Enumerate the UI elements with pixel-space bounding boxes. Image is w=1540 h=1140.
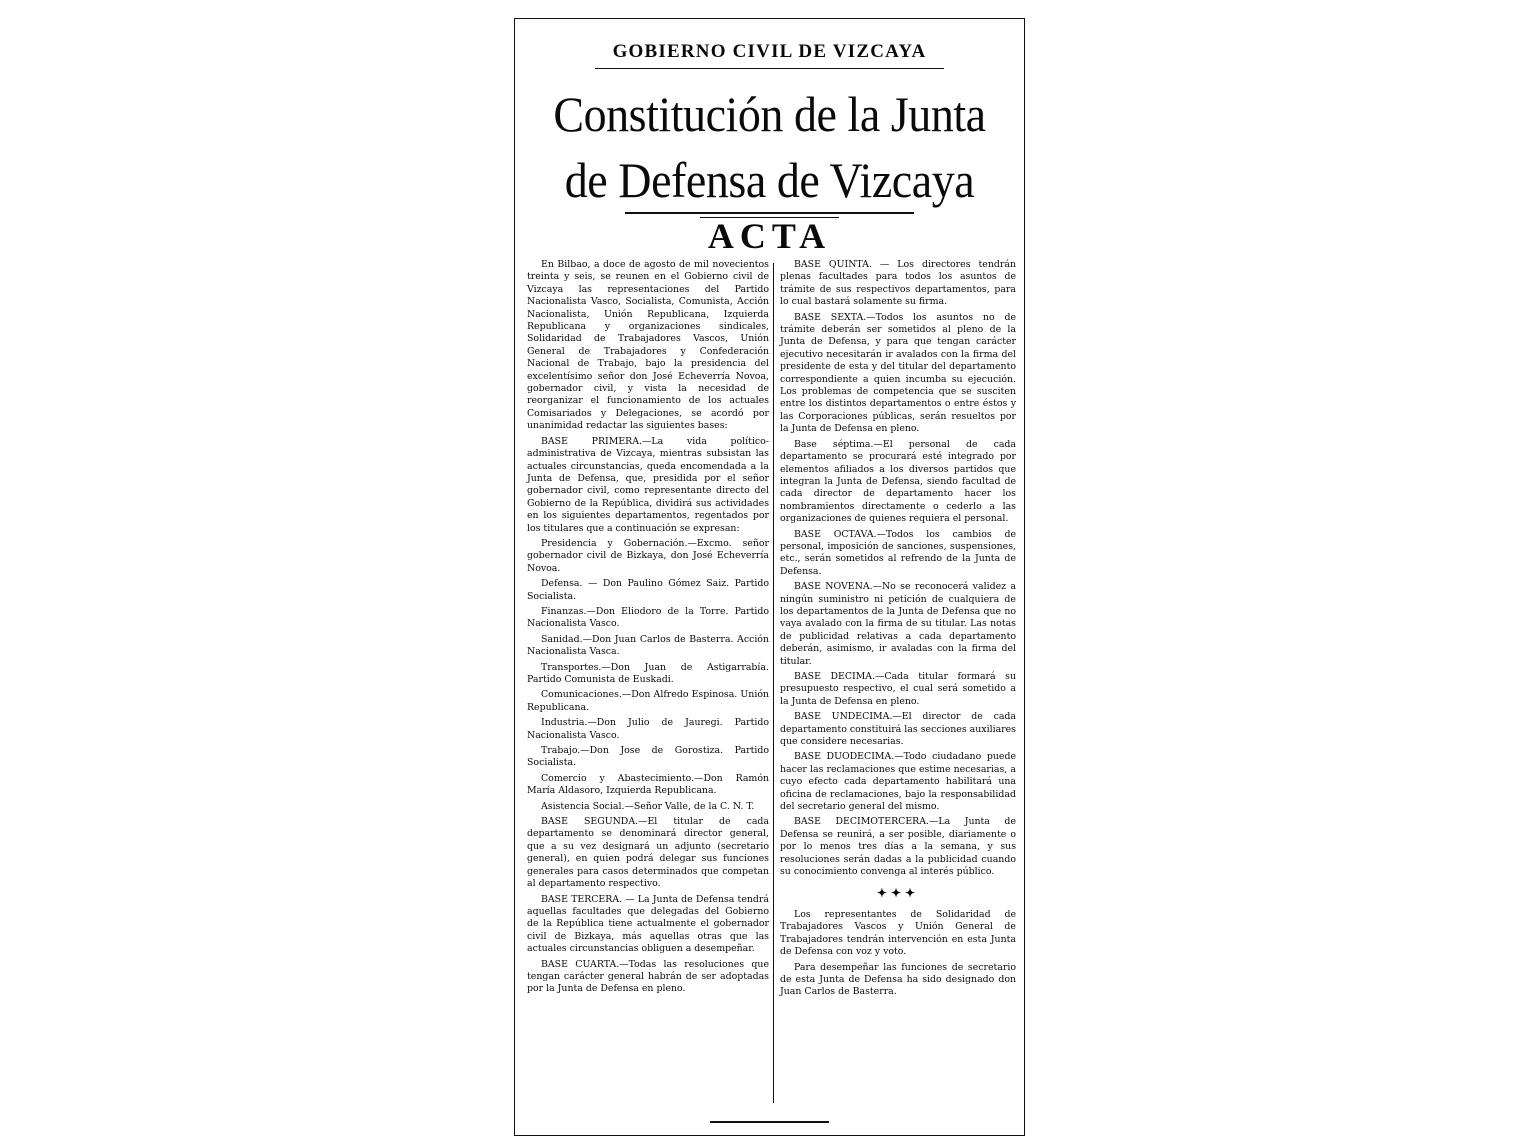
paragraph: En Bilbao, a doce de agosto de mil novecientos treinta y seis, se reunen en el Gobierno civil de Vizcaya las representaciones del Partido Nacionalista Vasco, Socialista, Comunista, Acción Nacionalista, Unión Republicana, Izquierda Republicana y organizaciones sindicales, Solidaridad de Trabajadores Vascos, Unión General de Trabajadores y Confederación Nacional de Trabajo, bajo la presidencia del excelentísimo señor don José Echeverría Novoa, gobernador civil, y vista la necesidad de reorganizar el funcionamiento de los actuales Comisariados y Delegaciones, se acordó por unanimidad redactar las siguientes bases: <box>527 259 769 432</box>
paragraph: Comercio y Abastecimiento.—Don Ramón María Aldasoro, Izquierda Republicana. <box>527 772 769 797</box>
paragraph: Sanidad.—Don Juan Carlos de Basterra. Acción Nacionalista Vasca. <box>527 633 769 658</box>
paragraph: Los representantes de Solidaridad de Trabajadores Vascos y Unión General de Trabajadores tendrán intervención en esta Junta de Defensa con voz y voto. <box>780 908 1016 958</box>
paragraph: BASE TERCERA. — La Junta de Defensa tendrá aquellas facultades que delegadas del Gobierno de la República tiene actualmente el gobernador civil de Bizkaya, más aquellas otras que las actuales circunstancias obliguen a desempeñar. <box>527 893 769 955</box>
paragraph: BASE SEGUNDA.—El titular de cada departamento se denominará director general, que a su vez designará un adjunto (secretario general), en quien podrá delegar sus funciones generales para casos determinados que competan al departamento respectivo. <box>527 816 769 890</box>
paragraph: BASE OCTAVA.—Todos los cambios de personal, imposición de sanciones, suspensiones, etc., serán sometidos al refrendo de la Junta de Defensa. <box>780 528 1016 577</box>
paragraph: BASE SEXTA.—Todos los asuntos no de trámite deberán ser sometidos al pleno de la Junta de Defensa, y para que tengan carácter ejecutivo necesitarán ir avalados con la firma del presidente de esta y del titular del departamento correspondiente a quien incumba su ejecución. Los problemas de competencia que se susciten entre los distintos departamentos o entre éstos y las Corporaciones públicas, serán resueltos por la Junta de Defensa en pleno. <box>780 311 1016 435</box>
paragraph: BASE CUARTA.—Todas las resoluciones que tengan carácter general habrán de ser adoptadas por la Junta de Defensa en pleno. <box>527 958 769 995</box>
section-title: ACTA <box>707 216 832 256</box>
right-column <box>780 259 1016 1002</box>
paragraph: BASE DUODECIMA.—Todo ciudadano puede hacer las reclamaciones que estime necesarias, a cuyo efecto cada departamento habilitará una oficina de reclamaciones, bajo la responsabilidad del secretario general del mismo. <box>780 751 1016 813</box>
headline-line-1: Constitución de la Junta <box>553 86 986 142</box>
article-headline <box>535 81 1003 213</box>
paragraph: BASE PRIMERA.—La vida político-administrativa de Vizcaya, mientras subsistan las actuales circunstancias, queda encomendada a la Junta de Defensa, que, presidida por el señor gobernador civil, como representante directo del Gobierno de la República, dividirá sus actividades en los siguientes departamentos, regentados por los titulares que a continuación se expresan: <box>527 435 769 534</box>
left-column <box>527 259 769 999</box>
column-divider <box>773 263 774 1103</box>
paragraph: Defensa. — Don Paulino Gómez Saiz. Partido Socialista. <box>527 578 769 602</box>
paragraph: Base séptima.—El personal de cada departamento se procurará esté integrado por elementos afiliados a los diversos partidos que integran la Junta de Defensa, siendo facultad de cada director de departamento hacer los nombramientos directamente o cederlo a las organizaciones de quienes requiera el personal. <box>780 438 1016 525</box>
headline-rule <box>625 212 914 214</box>
paragraph: BASE DECIMA.—Cada titular formará su presupuesto respectivo, el cual será sometido a la Junta de Defensa en pleno. <box>780 671 1016 707</box>
paragraph: Transportes.—Don Juan de Astigarrabía. Partido Comunista de Euskadi. <box>527 661 769 685</box>
separator-ornament: ✦✦✦ <box>876 885 920 900</box>
footer-rule <box>710 1121 829 1123</box>
paragraph: Para desempeñar las funciones de secretario de esta Junta de Defensa ha sido designado don Juan Carlos de Basterra. <box>780 961 1016 998</box>
paragraph: Trabajo.—Don Jose de Gorostiza. Partido Socialista. <box>527 745 769 769</box>
article-kicker: GOBIERNO CIVIL DE VIZCAYA <box>612 41 927 62</box>
newspaper-clipping <box>514 18 1025 1136</box>
paragraph: Finanzas.—Don Eliodoro de la Torre. Partido Nacionalista Vasco. <box>527 605 769 630</box>
headline-line-2: de Defensa de Vizcaya <box>564 152 975 208</box>
kicker-rule <box>595 68 944 69</box>
paragraph: BASE DECIMOTERCERA.—La Junta de Defensa se reunirá, a ser posible, diariamente o por lo menos tres días a la semana, y sus resoluciones serán dadas a la publicidad cuando su conocimiento convenga al interés público. <box>780 816 1016 878</box>
paragraph: Presidencia y Gobernación.—Excmo. señor gobernador civil de Bizkaya, don José Echeverría Novoa. <box>527 537 769 574</box>
paragraph: BASE QUINTA. — Los directores tendrán plenas facultades para todos los asuntos de trámite de sus respectivos departamentos, para lo cual bastará solamente su firma. <box>780 259 1016 308</box>
paragraph: BASE UNDECIMA.—El director de cada departamento constituirá las secciones auxiliares que considere necesarias. <box>780 711 1016 748</box>
paragraph: BASE NOVENA.—No se reconocerá validez a ningún suministro ni petición de cualquiera de los departamentos de la Junta de Defensa que no vaya avalado con la firma de su titular. Las notas de publicidad relativas a cada departamento deberán, asimismo, ir avaladas con la firma del titular. <box>780 581 1016 667</box>
paragraph: Comunicaciones.—Don Alfredo Espinosa. Unión Republicana. <box>527 689 769 713</box>
paragraph: Industria.—Don Julio de Jauregi. Partido Nacionalista Vasco. <box>527 717 769 741</box>
paragraph: Asistencia Social.—Señor Valle, de la C. N. T. <box>541 800 755 812</box>
